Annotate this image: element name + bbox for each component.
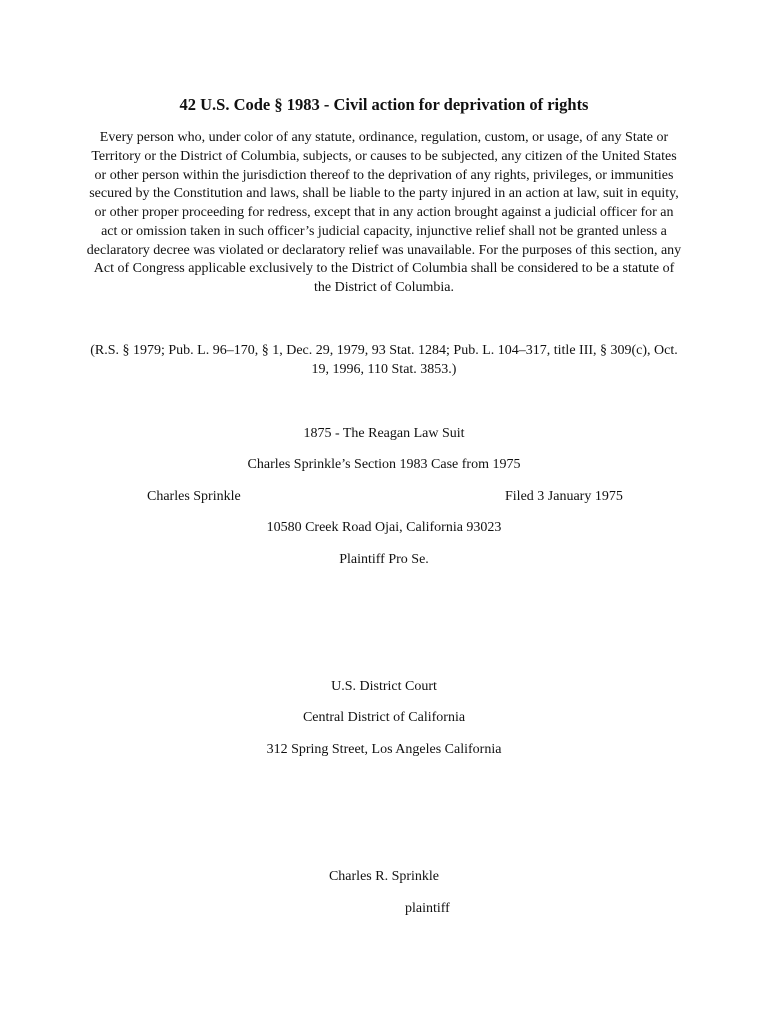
case-heading: Charles Sprinkle’s Section 1983 Case from 1975 xyxy=(247,457,521,472)
statute-line: or other proper proceeding for redress, except that in any action brought against a judicial officer for an xyxy=(94,205,674,220)
signature-name: Charles R. Sprinkle xyxy=(328,869,440,884)
statute-line: or other person within the jurisdiction thereof to the deprivation of any rights, privileges, or immunities xyxy=(94,167,674,183)
plaintiff-address: 10580 Creek Road Ojai, California 93023 xyxy=(266,520,502,535)
plaintiff-name: Charles Sprinkle xyxy=(147,489,241,504)
statute-text xyxy=(84,129,684,298)
statute-citation xyxy=(84,342,684,379)
court-district: Central District of California xyxy=(302,710,466,725)
document-title: 42 U.S. Code § 1983 - Civil action for deprivation of rights xyxy=(179,95,589,114)
suit-heading: 1875 - The Reagan Law Suit xyxy=(303,426,465,441)
statute-line: secured by the Constitution and laws, shall be liable to the party injured in an action at law, suit in equity, xyxy=(89,186,679,202)
court-name: U.S. District Court xyxy=(331,679,437,694)
statute-line: Act of Congress applicable exclusively to the District of Columbia shall be considered to be a statute of xyxy=(93,261,675,277)
statute-line: act or omission taken in such officer’s judicial capacity, injunctive relief shall not be granted unless a xyxy=(101,223,667,239)
filed-date: Filed 3 January 1975 xyxy=(505,489,623,504)
signature-role: plaintiff xyxy=(405,901,450,916)
statute-line: the District of Columbia. xyxy=(314,280,454,295)
citation-line: 19, 1996, 110 Stat. 3853.) xyxy=(311,361,457,377)
statute-line: declaratory decree was violated or declaratory relief was unavailable. For the purposes of this section, any xyxy=(86,242,682,258)
statute-line: Every person who, under color of any statute, ordinance, regulation, custom, or usage, of any State or xyxy=(99,130,669,145)
citation-line: (R.S. § 1979; Pub. L. 96–170, § 1, Dec. 29, 1979, 93 Stat. 1284; Pub. L. 104–317, title III, § 309(c), Oct. xyxy=(90,343,678,358)
statute-line: Territory or the District of Columbia, subjects, or causes to be subjected, any citizen of the United States xyxy=(91,148,677,164)
court-address: 312 Spring Street, Los Angeles California xyxy=(266,742,502,757)
plaintiff-status: Plaintiff Pro Se. xyxy=(339,552,429,567)
